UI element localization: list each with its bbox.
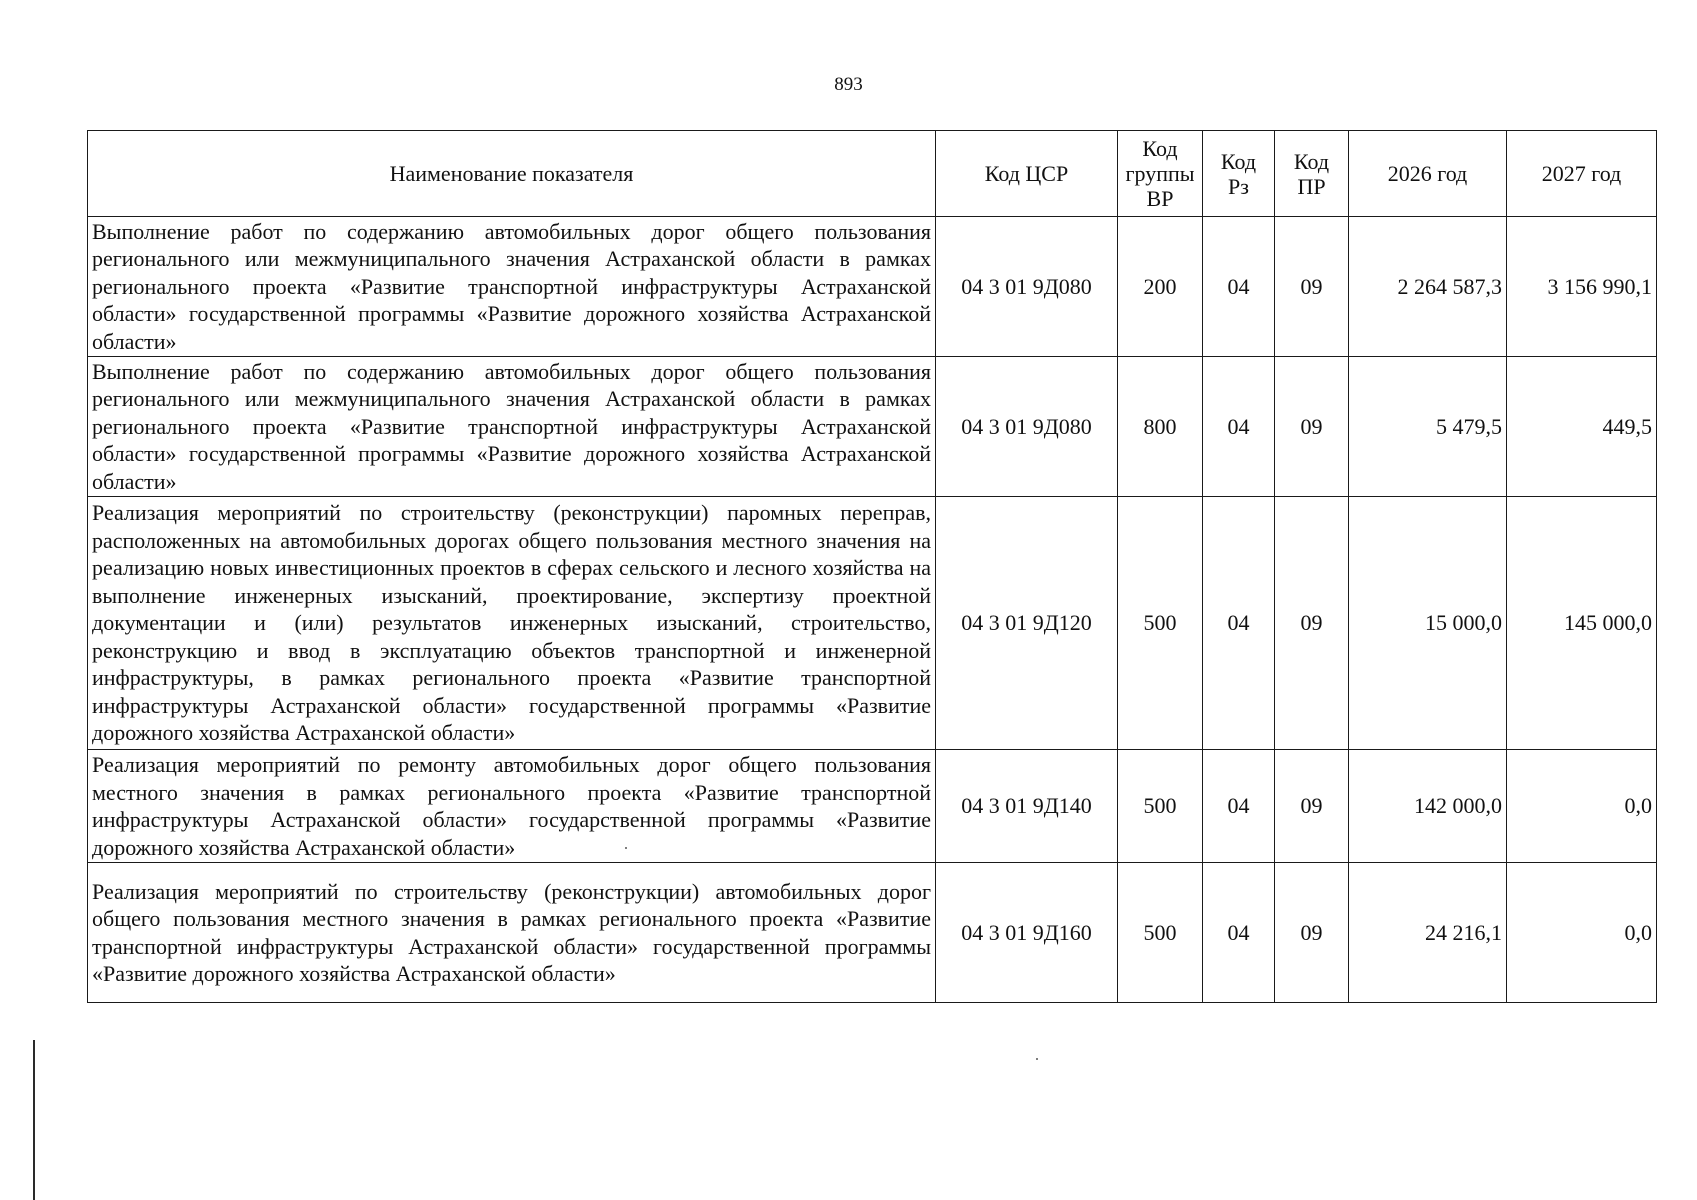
row-rz-code: 04 bbox=[1203, 497, 1275, 750]
table-row bbox=[88, 497, 1657, 750]
row-csr-code: 04 3 01 9Д160 bbox=[936, 863, 1118, 1003]
header-row bbox=[88, 131, 1657, 217]
row-vr-code: 800 bbox=[1118, 357, 1203, 497]
header-csr-code: Код ЦСР bbox=[936, 131, 1118, 217]
row-rz-code: 04 bbox=[1203, 217, 1275, 357]
header-rz-line-1: Код bbox=[1220, 148, 1257, 174]
row-csr-code: 04 3 01 9Д080 bbox=[936, 217, 1118, 357]
row-value-2027: 3 156 990,1 bbox=[1507, 217, 1657, 357]
row-value-2026: 24 216,1 bbox=[1349, 863, 1507, 1003]
row-value-2026: 15 000,0 bbox=[1349, 497, 1507, 750]
header-rz-code bbox=[1203, 131, 1275, 217]
scan-speck bbox=[1036, 1058, 1038, 1060]
table-row bbox=[88, 217, 1657, 357]
row-csr-code: 04 3 01 9Д080 bbox=[936, 357, 1118, 497]
scan-margin-line bbox=[33, 1040, 35, 1200]
row-name: Реализация мероприятий по строительству (реконструкции) паромных переправ, расположенных на автомобильных дорогах общего пользования местного значения на реализацию новых инвестиционных проектов в сферах сельского и лесного хозяйства на выполнение инженерных изысканий, проектирование, экспертизу проектной документации и (или) результатов инженерных изысканий, строительство, реконструкцию и ввод в эксплуатацию объектов транспортной и инженерной инфраструктуры, в рамках регионального проекта «Развитие транспортной инфраструктуры Астраханской области» государственной программы «Развитие дорожного хозяйства Астраханской области» bbox=[88, 497, 936, 750]
row-value-2026: 142 000,0 bbox=[1349, 750, 1507, 863]
header-year-2027: 2027 год bbox=[1507, 131, 1657, 217]
page-number: 893 bbox=[834, 74, 863, 95]
row-pr-code: 09 bbox=[1275, 497, 1349, 750]
table-row bbox=[88, 357, 1657, 497]
row-vr-code: 500 bbox=[1118, 497, 1203, 750]
row-rz-code: 04 bbox=[1203, 863, 1275, 1003]
row-rz-code: 04 bbox=[1203, 357, 1275, 497]
table-row bbox=[88, 863, 1657, 1003]
row-pr-code: 09 bbox=[1275, 357, 1349, 497]
header-year-2026: 2026 год bbox=[1349, 131, 1507, 217]
row-value-2027: 449,5 bbox=[1507, 357, 1657, 497]
row-name: Выполнение работ по содержанию автомобильных дорог общего пользования регионального или межмуниципального значения Астраханской области в рамках регионального проекта «Развитие транспортной инфраструктуры Астраханской области» государственной программы «Развитие дорожного хозяйства Астраханской области» bbox=[88, 217, 936, 357]
row-value-2026: 5 479,5 bbox=[1349, 357, 1507, 497]
header-pr-code bbox=[1275, 131, 1349, 217]
header-pr-line-1: Код bbox=[1293, 148, 1330, 174]
row-csr-code: 04 3 01 9Д140 bbox=[936, 750, 1118, 863]
header-pr-line-2: ПР bbox=[1297, 173, 1326, 199]
row-pr-code: 09 bbox=[1275, 217, 1349, 357]
header-vr-line-3: ВР bbox=[1146, 186, 1174, 211]
row-csr-code: 04 3 01 9Д120 bbox=[936, 497, 1118, 750]
header-vr-line-1: Код bbox=[1142, 136, 1178, 161]
header-vr-code bbox=[1118, 131, 1203, 217]
header-vr-line-2: группы bbox=[1125, 161, 1195, 186]
row-value-2026: 2 264 587,3 bbox=[1349, 217, 1507, 357]
row-pr-code: 09 bbox=[1275, 863, 1349, 1003]
row-rz-code: 04 bbox=[1203, 750, 1275, 863]
row-value-2027: 0,0 bbox=[1507, 750, 1657, 863]
row-vr-code: 500 bbox=[1118, 750, 1203, 863]
row-vr-code: 200 bbox=[1118, 217, 1203, 357]
row-vr-code: 500 bbox=[1118, 863, 1203, 1003]
row-name: Выполнение работ по содержанию автомобильных дорог общего пользования регионального или межмуниципального значения Астраханской области в рамках регионального проекта «Развитие транспортной инфраструктуры Астраханской области» государственной программы «Развитие дорожного хозяйства Астраханской области» bbox=[88, 357, 936, 497]
row-name: Реализация мероприятий по строительству (реконструкции) автомобильных дорог общего пользования местного значения в рамках регионального проекта «Развитие транспортной инфраструктуры Астраханской области» государственной программы «Развитие дорожного хозяйства Астраханской области» bbox=[88, 863, 936, 1003]
budget-table bbox=[87, 130, 1657, 1003]
row-name: Реализация мероприятий по ремонту автомобильных дорог общего пользования местного значения в рамках регионального проекта «Развитие транспортной инфраструктуры Астраханской области» государственной программы «Развитие дорожного хозяйства Астраханской области» bbox=[88, 750, 936, 863]
header-name: Наименование показателя bbox=[88, 131, 936, 217]
scan-speck bbox=[625, 847, 627, 849]
header-rz-line-2: Рз bbox=[1228, 173, 1249, 199]
row-value-2027: 0,0 bbox=[1507, 863, 1657, 1003]
table-row bbox=[88, 750, 1657, 863]
row-pr-code: 09 bbox=[1275, 750, 1349, 863]
row-value-2027: 145 000,0 bbox=[1507, 497, 1657, 750]
